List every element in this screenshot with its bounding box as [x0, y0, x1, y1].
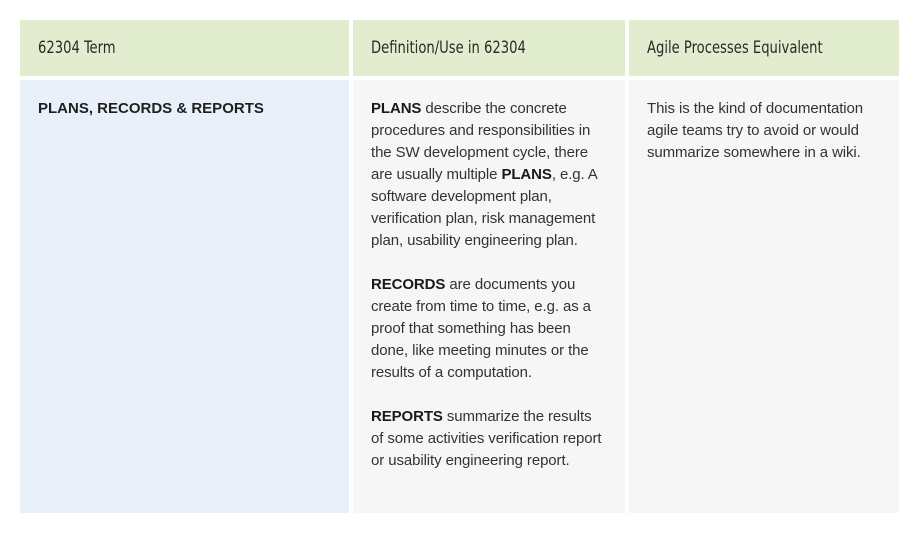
- records-paragraph: [371, 274, 607, 384]
- definition-cell: [353, 80, 625, 513]
- records-text: are documents you create from time to time, e.g. as a proof that something has been done, like meeting minutes or the results of a computation.: [371, 276, 591, 381]
- header-62304-term-label: 62304 Term: [38, 38, 116, 58]
- agile-text: This is the kind of documentation agile teams try to avoid or would summarize somewhere in a wiki.: [647, 100, 863, 161]
- plans-paragraph: [371, 98, 607, 252]
- records-keyword: RECORDS: [371, 276, 446, 293]
- plans-keyword: PLANS: [371, 100, 422, 117]
- plans-text-1: describe the concrete procedures and responsibilities in the SW development cycle, there are usually multiple: [371, 100, 591, 183]
- header-definition: [353, 20, 625, 76]
- reports-text: summarize the results of some activities verification report or usability engineering report.: [371, 408, 602, 469]
- plans-keyword-2: PLANS: [501, 166, 552, 183]
- comparison-table: [20, 20, 899, 513]
- agile-cell: [629, 80, 899, 513]
- header-definition-label: Definition/Use in 62304: [371, 38, 526, 58]
- header-agile-equivalent: [629, 20, 899, 76]
- reports-keyword: REPORTS: [371, 408, 443, 425]
- term-text: PLANS, RECORDS & REPORTS: [38, 100, 264, 117]
- reports-paragraph: [371, 406, 607, 472]
- header-62304-term: [20, 20, 349, 76]
- header-agile-equivalent-label: Agile Processes Equivalent: [647, 38, 823, 58]
- term-cell: [20, 80, 349, 513]
- plans-text-2: , e.g. A software development plan, verification plan, risk management plan, usability engineering plan.: [371, 166, 597, 249]
